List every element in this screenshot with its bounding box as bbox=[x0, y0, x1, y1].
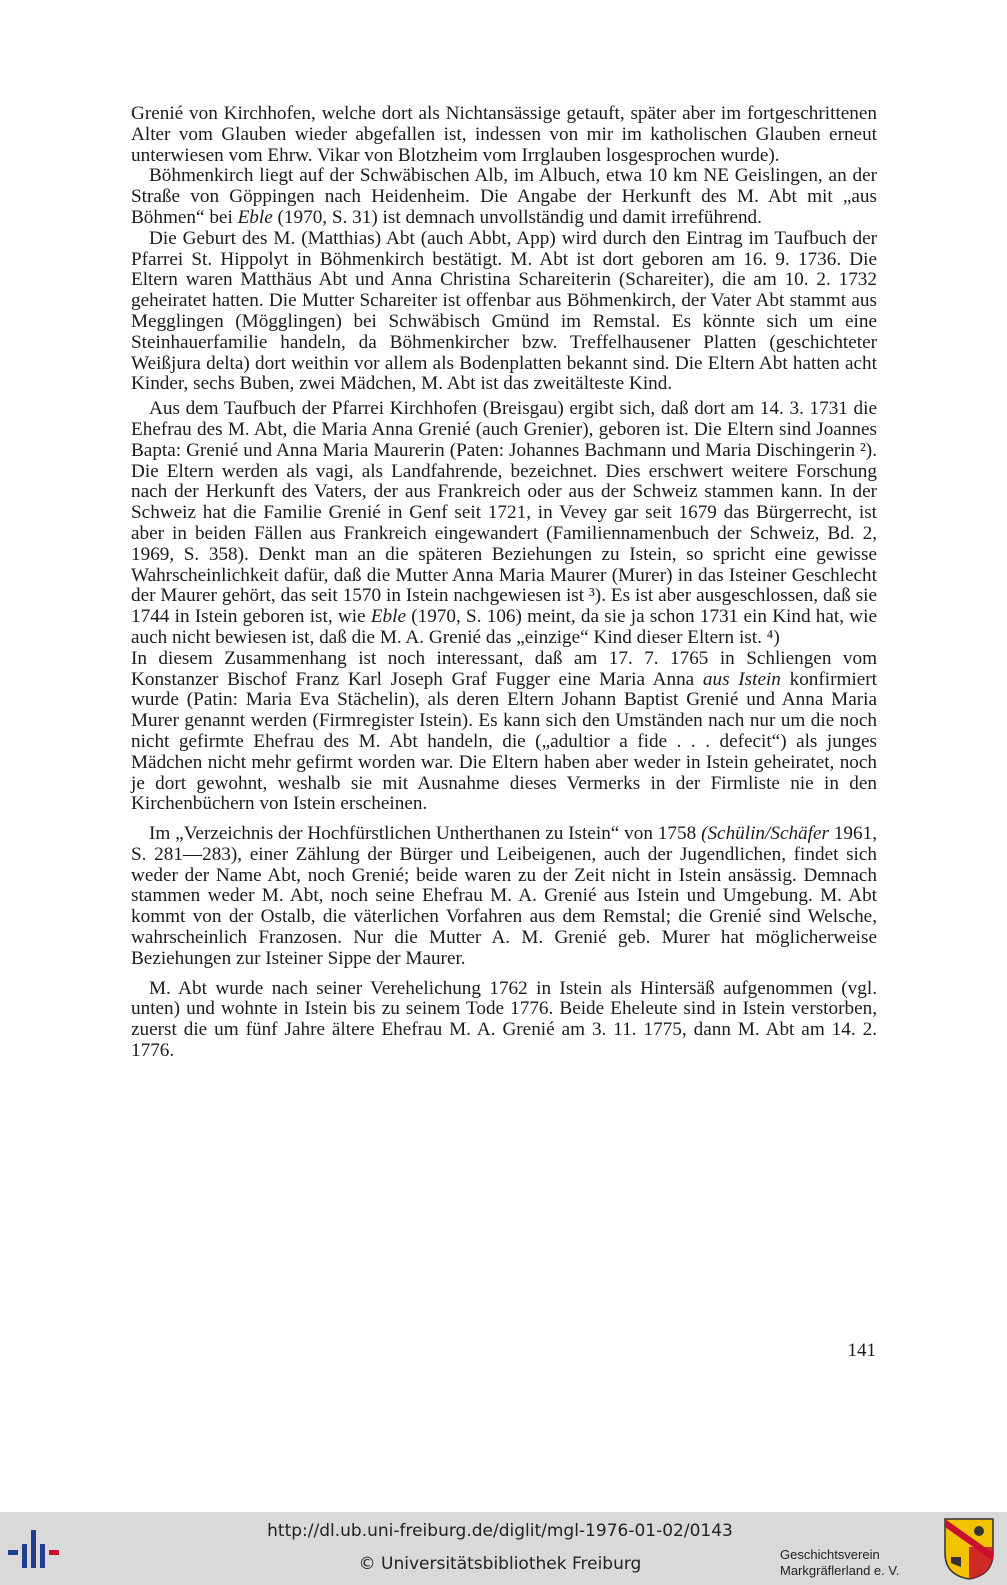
paragraph-5: In diesem Zusammenhang ist noch interessant, daß am 17. 7. 1765 in Schliengen vom Konstanzer Bischof Franz Karl Joseph Graf Fugger eine Maria Anna aus Istein konfirmiert wurde (Patin: Maria Eva Stächelin), als deren Eltern Johann Baptist Grenié und Anna Maria Murer genannt werden (Firmregister Istein). Es kann sich den Umständen nach nur um die noch nicht gefirmte Ehefrau des M. Abt handeln, die („adultior a fide . . . defecit“) als junges Mädchen nicht mehr gefirmt worden war. Die Eltern haben aber weder in Istein geheiratet, noch je dort gewohnt, weshalb sie mit Ausnahme dieses Vermerks in der Firmliste nie in den Kirchenbüchern von Istein erscheinen. bbox=[131, 647, 877, 815]
paragraph-4: Aus dem Taufbuch der Pfarrei Kirchhofen (Breisgau) ergibt sich, daß dort am 14. 3. 1731 die Ehefrau des M. Abt, die Maria Anna Grenié (auch Grenier), geboren ist. Die Eltern sind Joannes Bapta: Grenié und Anna Maria Maurerin (Paten: Johannes Bachmann und Maria Dischingerin ²). Die Eltern werden als vagi, als Landfahrende, bezeichnet. Dies erschwert weitere Forschung nach der Herkunft des Vaters, der aus Frankreich oder aus der Schweiz stammen kann. In der Schweiz hat die Familie Grenié in Genf seit 1721, in Vevey gar seit 1679 das Bürgerrecht, ist aber in beiden Fällen aus Frankreich eingewandert (Familiennamenbuch der Schweiz, Bd. 2, 1969, S. 358). Denkt man an die späteren Beziehungen zu Istein, so spricht eine gewisse Wahrscheinlichkeit dafür, daß die Mutter Anna Maria Maurer (Murer) in das Isteiner Geschlecht der Maurer gehört, das seit 1570 in Istein nachgewiesen ist ³). Es ist aber ausgeschlossen, daß sie 1744 in Istein geboren ist, wie Eble (1970, S. 106) meint, da sie ja schon 1731 ein Kind hat, wie auch nicht bewiesen ist, daß die M. A. Grenié das „einzige“ Kind dieser Eltern ist. ⁴) bbox=[131, 398, 877, 648]
coat-of-arms-icon[interactable] bbox=[943, 1517, 995, 1581]
paragraph-7: M. Abt wurde nach seiner Verehelichung 1762 in Istein als Hintersäß aufgenommen (vgl. unten) und wohnte in Istein bis zu seinem Tode 1776. Beide Eheleute sind in Istein verstorben, zuerst die um fünf Jahre ältere Ehefrau M. A. Grenié am 3. 11. 1775, dann M. Abt am 14. 2. 1776. bbox=[131, 977, 877, 1062]
emphasis-aus-istein: aus Istein bbox=[702, 668, 781, 690]
citation-eble-2: Eble bbox=[370, 606, 406, 628]
paragraph-3: Die Geburt des M. (Matthias) Abt (auch Abbt, App) wird durch den Eintrag im Taufbuch der Pfarrei St. Hippolyt in Böhmenkirch bestätigt. M. Abt ist dort geboren am 16. 9. 1736. Die Eltern waren Matthäus Abt und Anna Christina Schareiterin (Schareiter), die am 10. 2. 1732 geheiratet hatten. Die Mutter Schareiter ist offenbar aus Böhmenkirch, der Vater Abt stammt aus Megglingen (Mögglingen) bei Schwäbisch Gmünd im Remstal. Es könnte sich um eine Steinhauerfamilie handeln, da Böhmenkircher bzw. Treffelhausener Platten (geschichteter Weißjura delta) dort weithin vor allem als Bodenplatten bekannt sind. Die Eltern Abt hatten acht Kinder, sechs Buben, zwei Mädchen, M. Abt ist das zweitälteste Kind. bbox=[131, 227, 877, 395]
ub-freiburg-logo-icon[interactable] bbox=[6, 1530, 64, 1574]
citation-eble: Eble bbox=[237, 206, 273, 228]
society-name bbox=[780, 1547, 930, 1579]
footer-url-link[interactable]: http://dl.ub.uni-freiburg.de/diglit/mgl-1976-01-02/0143 bbox=[267, 1521, 733, 1541]
citation-schuelin-schaefer: (Schülin/Schäfer bbox=[701, 823, 829, 845]
footer-copyright: © Universitätsbibliothek Freiburg bbox=[358, 1554, 642, 1574]
paragraph-6: Im „Verzeichnis der Hochfürstlichen Untherthanen zu Istein“ von 1758 (Schülin/Schäfer 1961, S. 281—283), einer Zählung der Bürger und Leibeigenen, auch der Jugendlichen, findet sich weder der Name Abt, noch Grenié; beide waren zu der Zeit nicht in Istein ansässig. Demnach stammen weder M. Abt, noch seine Ehefrau M. A. Grenié aus Istein und Umgebung. M. Abt kommt von der Ostalb, die väterlichen Vorfahren aus dem Remstal; die Grenié sind Welsche, wahrscheinlich Franzosen. Nur die Mutter A. M. Grenié geb. Murer hat möglicherweise Beziehungen zur Isteiner Sippe der Maurer. bbox=[131, 823, 878, 969]
society-line-1: Geschichtsverein bbox=[780, 1547, 880, 1562]
page-number: 141 bbox=[847, 1340, 876, 1361]
paragraph-1: Grenié von Kirchhofen, welche dort als Nichtansässige getauft, später aber im fortgeschrittenen Alter vom Glauben wieder abgefallen ist, indessen von mir im katholischen Glauben erneut unterwiesen vom Ehrw. Vikar von Blotzheim vom Irrglauben losgesprochen wurde). bbox=[131, 103, 877, 166]
footer-bar bbox=[0, 1512, 1007, 1585]
body-text bbox=[131, 104, 877, 1062]
society-line-2: Markgräflerland e. V. bbox=[780, 1563, 900, 1578]
paragraph-2: Böhmenkirch liegt auf der Schwäbischen Alb, im Albuch, etwa 10 km NE Geislingen, an der Straße von Göppingen nach Heidenheim. Die Angabe der Herkunft des M. Abt mit „aus Böhmen“ bei Eble (1970, S. 31) ist demnach unvollständig und damit irreführend. bbox=[131, 165, 877, 228]
